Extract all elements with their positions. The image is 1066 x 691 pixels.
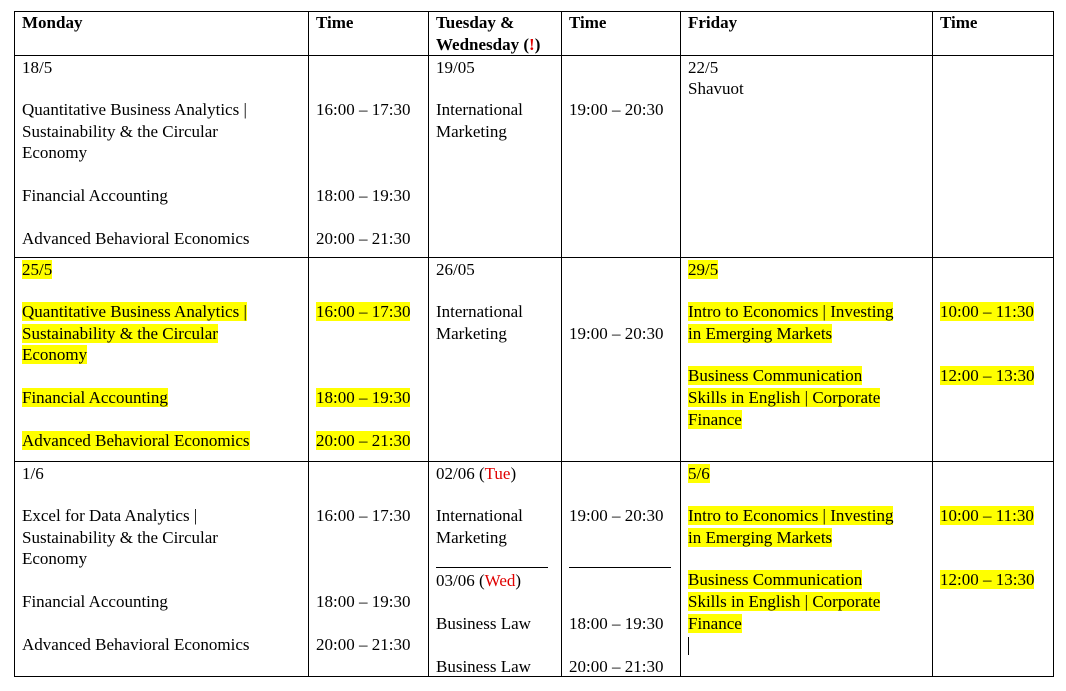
course-name [688,505,893,527]
column-divider [428,11,429,677]
highlighted-text: Finance [688,410,742,429]
date-cell [688,259,718,281]
course-name: International [436,100,523,119]
highlighted-text: Advanced Behavioral Economics [22,431,250,450]
date-cell: 18/5 [22,58,53,77]
highlighted-time: 12:00 – 13:30 [940,366,1035,385]
header-time: Time [940,13,978,32]
column-divider [680,11,681,677]
highlighted-time: 18:00 – 19:30 [316,388,411,407]
course-name: Economy [22,549,88,568]
time-slot: 20:00 – 21:30 [316,229,411,248]
holiday-note: Shavuot [688,79,744,98]
time-slot: 16:00 – 17:30 [316,100,411,119]
highlighted-text: in Emerging Markets [688,324,833,343]
course-name [688,569,862,591]
highlighted-time: 10:00 – 11:30 [940,302,1034,321]
time-slot: 18:00 – 19:30 [316,186,411,205]
course-name: Financial Accounting [22,592,168,611]
separator-line [436,567,548,568]
date-cell: 26/05 [436,260,475,279]
date-cell: 22/5 [688,58,719,77]
header-friday: Friday [688,13,738,32]
course-name: Advanced Behavioral Economics [22,635,250,654]
day-label: Wed [484,571,516,590]
date-cell [436,463,516,485]
header-monday: Monday [22,13,83,32]
course-name [688,323,832,345]
text-cursor[interactable] [688,637,689,655]
time-slot [940,505,1034,527]
header-time: Time [316,13,354,32]
highlighted-text: in Emerging Markets [688,528,833,547]
highlighted-time: 16:00 – 17:30 [316,302,411,321]
separator-line [569,567,671,568]
course-name [688,613,742,635]
highlighted-text: Financial Accounting [22,388,168,407]
course-name: Business Law [436,614,531,633]
date-cell [22,259,52,281]
warning-mark: ! [529,35,535,54]
highlighted-text: Intro to Economics | Investing [688,506,894,525]
highlighted-text: Skills in English | Corporate [688,592,881,611]
time-slot: 18:00 – 19:30 [316,592,411,611]
highlighted-time: 12:00 – 13:30 [940,570,1035,589]
highlighted-text: Economy [22,345,88,364]
course-name [688,591,880,613]
date-text: 02/06 ( [436,464,485,483]
date-text: ) [515,571,522,590]
course-name: Marketing [436,122,507,141]
column-divider [561,11,562,677]
time-slot: 20:00 – 21:30 [569,657,664,676]
table-border-top [14,11,1054,12]
header-tuesday-wednesday: Tuesday & [436,13,515,32]
highlighted-time: 10:00 – 11:30 [940,506,1034,525]
row-divider [14,461,1054,462]
course-name: International [436,506,523,525]
time-slot [940,365,1034,387]
course-name [688,527,832,549]
course-name: International [436,302,523,321]
highlighted-date: 29/5 [688,260,719,279]
table-border-bottom [14,676,1054,677]
course-name [688,409,742,431]
time-slot: 19:00 – 20:30 [569,506,664,525]
course-name: Sustainability & the Circular [22,528,218,547]
course-name: Economy [22,143,88,162]
highlighted-text: Skills in English | Corporate [688,388,881,407]
highlighted-date: 5/6 [688,464,710,483]
course-name: Marketing [436,324,507,343]
date-cell [436,570,521,592]
course-name: Business Law [436,657,531,676]
date-cell [688,463,710,485]
course-name [688,301,893,323]
highlighted-time: 20:00 – 21:30 [316,431,411,450]
course-name: Financial Accounting [22,186,168,205]
time-slot [316,387,410,409]
time-slot: 20:00 – 21:30 [316,635,411,654]
column-divider [932,11,933,677]
course-name [22,301,247,323]
course-name [22,430,250,452]
date-cell: 19/05 [436,58,475,77]
course-name: Sustainability & the Circular [22,122,218,141]
course-name [688,387,880,409]
table-border-left [14,11,15,677]
time-slot: 19:00 – 20:30 [569,100,664,119]
highlighted-text: Business Communication [688,570,863,589]
highlighted-text: Business Communication [688,366,863,385]
highlighted-text: Finance [688,614,742,633]
row-divider [14,257,1054,258]
course-name: Quantitative Business Analytics | [22,100,247,119]
highlighted-text: Sustainability & the Circular [22,324,218,343]
time-slot [940,569,1034,591]
course-name [22,344,87,366]
time-slot: 19:00 – 20:30 [569,324,664,343]
time-slot: 18:00 – 19:30 [569,614,664,633]
header-text: ) [534,35,541,54]
table-border-right [1053,11,1054,677]
time-slot: 16:00 – 17:30 [316,506,411,525]
highlighted-date: 25/5 [22,260,53,279]
time-slot [316,301,410,323]
course-name [22,323,218,345]
date-cell: 1/6 [22,464,44,483]
course-name: Advanced Behavioral Economics [22,229,250,248]
header-tuesday-wednesday-line2 [436,34,540,56]
day-label: Tue [484,464,511,483]
highlighted-text: Intro to Economics | Investing [688,302,894,321]
header-text: Wednesday ( [436,35,530,54]
column-divider [308,11,309,677]
time-slot [316,430,410,452]
highlighted-text: Quantitative Business Analytics | [22,302,247,321]
date-text: ) [510,464,517,483]
header-time: Time [569,13,607,32]
date-text: 03/06 ( [436,571,485,590]
course-name: Excel for Data Analytics | [22,506,198,525]
course-name [22,387,168,409]
time-slot [940,301,1034,323]
course-name: Marketing [436,528,507,547]
course-name [688,365,862,387]
